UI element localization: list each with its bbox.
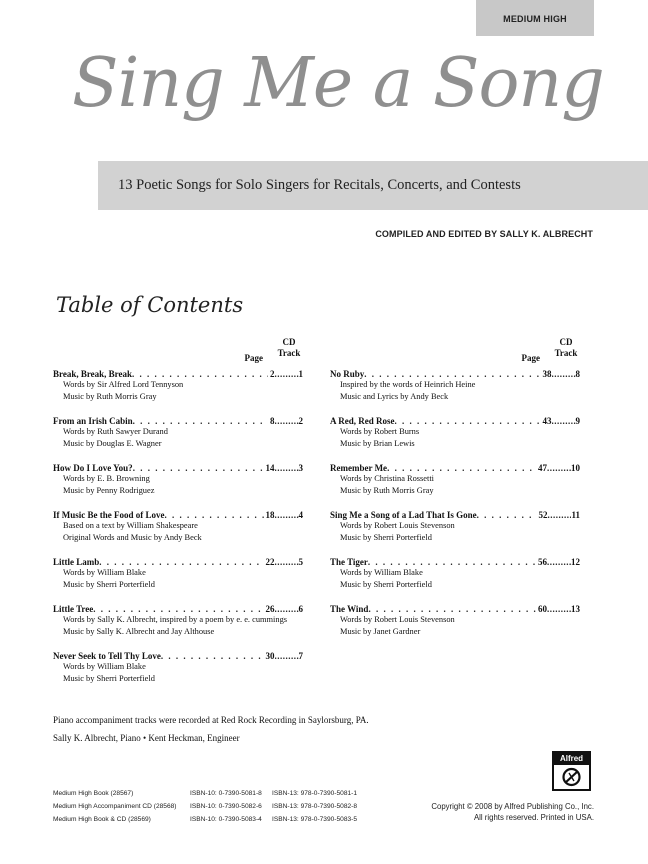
toc-entry-line — [330, 369, 580, 379]
dot-leader — [275, 463, 299, 473]
toc-entry — [330, 463, 580, 497]
dot-leader — [552, 369, 576, 379]
isbn10: ISBN-10: 0-7390-5082-6 — [190, 803, 262, 810]
toc-entry-line — [53, 369, 303, 379]
song-credit: Words by Robert Louis Stevenson — [340, 521, 455, 530]
page-number: 56 — [538, 557, 547, 567]
dot-leader — [275, 557, 299, 567]
copyright-notice — [431, 801, 594, 823]
toc-heading: Table of Contents — [56, 293, 244, 317]
toc-entry — [53, 369, 303, 403]
toc-entry — [53, 651, 303, 685]
toc-entry — [53, 416, 303, 450]
page-number: 43 — [542, 416, 552, 426]
song-credit: Music by Brian Lewis — [340, 439, 415, 448]
page-number: 60 — [538, 604, 547, 614]
dot-leader — [275, 510, 299, 520]
dot-leader — [165, 510, 264, 520]
toc-entry-line — [330, 463, 580, 473]
dot-leader — [275, 416, 299, 426]
song-credit: Words by William Blake — [63, 568, 146, 577]
song-credit: Words by William Blake — [340, 568, 423, 577]
dot-leader — [93, 604, 263, 614]
cd-track-number: 9 — [575, 416, 580, 426]
performers-note: Sally K. Albrecht, Piano • Kent Heckman, Engineer — [53, 733, 240, 743]
toc-column-header — [53, 337, 303, 363]
page-number: 26 — [265, 604, 275, 614]
song-title: From an Irish Cabin — [53, 416, 133, 426]
toc-column-right — [330, 337, 580, 651]
page-number: 38 — [542, 369, 552, 379]
song-title: Never Seek to Tell Thy Love — [53, 651, 161, 661]
toc-column-left — [53, 337, 303, 698]
isbn13: ISBN-13: 978-0-7390-5083-5 — [272, 816, 358, 823]
toc-list-right — [330, 369, 580, 638]
cd-track-column-label: CD Track — [277, 337, 301, 358]
isbn-row — [53, 813, 357, 826]
dot-leader — [364, 369, 540, 379]
toc-entry-line — [53, 651, 303, 661]
song-title: The Wind — [330, 604, 369, 614]
product-name: Medium High Book & CD (28569) — [53, 816, 151, 823]
dot-leader — [99, 557, 263, 567]
subtitle-band — [98, 161, 648, 210]
cd-track-number: 10 — [571, 463, 580, 473]
dot-leader — [547, 510, 571, 520]
alfred-logo — [552, 751, 591, 791]
page-number: 14 — [265, 463, 275, 473]
copyright-line: Copyright © 2008 by Alfred Publishing Co., Inc. — [431, 802, 594, 811]
toc-column-header — [330, 337, 580, 363]
song-credit: Music and Lyrics by Andy Beck — [340, 392, 449, 401]
page-number: 2 — [270, 369, 275, 379]
song-credit: Music by Ruth Morris Gray — [63, 392, 157, 401]
song-title: The Tiger — [330, 557, 368, 567]
song-credit: Music by Ruth Morris Gray — [340, 486, 434, 495]
cd-track-number: 3 — [298, 463, 303, 473]
toc-entry — [53, 463, 303, 497]
toc-entry-line — [53, 557, 303, 567]
recording-note: Piano accompaniment tracks were recorded at Red Rock Recording in Saylorsburg, PA. — [53, 715, 369, 725]
dot-leader — [133, 416, 268, 426]
dot-leader — [161, 651, 264, 661]
toc-entry-line — [330, 510, 580, 520]
isbn-list — [53, 787, 357, 826]
song-credit: Music by Douglas E. Wagner — [63, 439, 162, 448]
song-title: How Do I Love You? — [53, 463, 133, 473]
cd-track-number: 6 — [298, 604, 303, 614]
page-number: 18 — [265, 510, 275, 520]
dot-leader — [547, 557, 571, 567]
song-credit: Words by Ruth Sawyer Durand — [63, 427, 168, 436]
dot-leader — [547, 463, 571, 473]
song-title: Sing Me a Song of a Lad That Is Gone — [330, 510, 477, 520]
song-credit: Words by Robert Burns — [340, 427, 420, 436]
song-credit: Music by Janet Gardner — [340, 627, 421, 636]
song-credit: Words by Christina Rossetti — [340, 474, 435, 483]
song-title: Break, Break, Break — [53, 369, 133, 379]
song-credit: Words by Sir Alfred Lord Tennyson — [63, 380, 184, 389]
toc-entry — [330, 510, 580, 544]
song-credit: Music by Sally K. Albrecht and Jay Althouse — [63, 627, 215, 636]
book-subtitle: 13 Poetic Songs for Solo Singers for Recitals, Concerts, and Contests — [118, 177, 521, 193]
cd-track-column-label: CD Track — [554, 337, 578, 358]
song-credit: Original Words and Music by Andy Beck — [63, 533, 202, 542]
toc-entry-line — [53, 510, 303, 520]
toc-entry — [53, 604, 303, 638]
song-credit: Music by Sherri Porterfield — [63, 674, 155, 683]
song-credit: Music by Sherri Porterfield — [340, 533, 432, 542]
isbn-row — [53, 787, 357, 800]
dot-leader — [552, 416, 576, 426]
song-credit: Inspired by the words of Heinrich Heine — [340, 380, 476, 389]
dot-leader — [368, 604, 536, 614]
toc-entry-line — [53, 604, 303, 614]
song-title: Little Tree — [53, 604, 94, 614]
isbn13: ISBN-13: 978-0-7390-5081-1 — [272, 790, 358, 797]
toc-entry-line — [53, 463, 303, 473]
toc-entry — [330, 416, 580, 450]
song-credit: Music by Penny Rodriguez — [63, 486, 155, 495]
cd-track-number: 5 — [298, 557, 303, 567]
page-column-label: Page — [521, 353, 540, 363]
cd-track-number: 4 — [298, 510, 303, 520]
alfred-emblem-icon — [561, 767, 582, 787]
cd-track-number: 12 — [571, 557, 580, 567]
compiler-credit: COMPILED AND EDITED BY SALLY K. ALBRECHT — [375, 229, 593, 239]
song-title: A Red, Red Rose — [330, 416, 395, 426]
toc-entry-line — [330, 604, 580, 614]
dot-leader — [368, 557, 536, 567]
song-credit: Words by Robert Louis Stevenson — [340, 615, 455, 624]
isbn-row — [53, 800, 357, 813]
page-number: 52 — [538, 510, 548, 520]
product-name: Medium High Accompaniment CD (28568) — [53, 803, 177, 810]
rights-line: All rights reserved. Printed in USA. — [473, 813, 594, 822]
page-number: 30 — [265, 651, 275, 661]
dot-leader — [387, 463, 536, 473]
dot-leader — [477, 510, 537, 520]
product-name: Medium High Book (28567) — [53, 790, 134, 797]
cd-track-number: 11 — [571, 510, 580, 520]
page-column-label: Page — [244, 353, 263, 363]
song-title: If Music Be the Food of Love — [53, 510, 165, 520]
page-number: 47 — [538, 463, 547, 473]
logo-text: Alfred — [554, 753, 589, 765]
dot-leader — [395, 416, 541, 426]
toc-entry — [330, 604, 580, 638]
isbn10: ISBN-10: 0-7390-5083-4 — [190, 816, 262, 823]
dot-leader — [132, 369, 268, 379]
song-title: Remember Me — [330, 463, 388, 473]
song-credit: Music by Sherri Porterfield — [63, 580, 155, 589]
toc-entry-line — [330, 557, 580, 567]
song-credit: Words by William Blake — [63, 662, 146, 671]
song-title: No Ruby — [330, 369, 365, 379]
cd-track-number: 1 — [298, 369, 303, 379]
song-title: Little Lamb — [53, 557, 100, 567]
book-title: Sing Me a Song — [72, 44, 604, 123]
toc-entry — [330, 369, 580, 403]
song-credit: Words by E. B. Browning — [63, 474, 150, 483]
cd-track-number: 2 — [298, 416, 303, 426]
toc-list-left — [53, 369, 303, 685]
cd-track-number: 8 — [575, 369, 580, 379]
dot-leader — [547, 604, 571, 614]
dot-leader — [275, 604, 299, 614]
dot-leader — [275, 651, 299, 661]
toc-entry — [330, 557, 580, 591]
toc-entry-line — [330, 416, 580, 426]
isbn13: ISBN-13: 978-0-7390-5082-8 — [272, 803, 358, 810]
page-number: 8 — [270, 416, 275, 426]
toc-entry — [53, 557, 303, 591]
song-credit: Music by Sherri Porterfield — [340, 580, 432, 589]
cd-track-number: 13 — [571, 604, 580, 614]
toc-entry — [53, 510, 303, 544]
isbn10: ISBN-10: 0-7390-5081-8 — [190, 790, 262, 797]
voice-range-tab: MEDIUM HIGH — [476, 0, 594, 36]
cd-track-number: 7 — [298, 651, 303, 661]
dot-leader — [133, 463, 264, 473]
page-number: 22 — [265, 557, 275, 567]
dot-leader — [275, 369, 299, 379]
song-credit: Words by Sally K. Albrecht, inspired by a poem by e. e. cummings — [63, 615, 288, 624]
song-credit: Based on a text by William Shakespeare — [63, 521, 198, 530]
toc-entry-line — [53, 416, 303, 426]
